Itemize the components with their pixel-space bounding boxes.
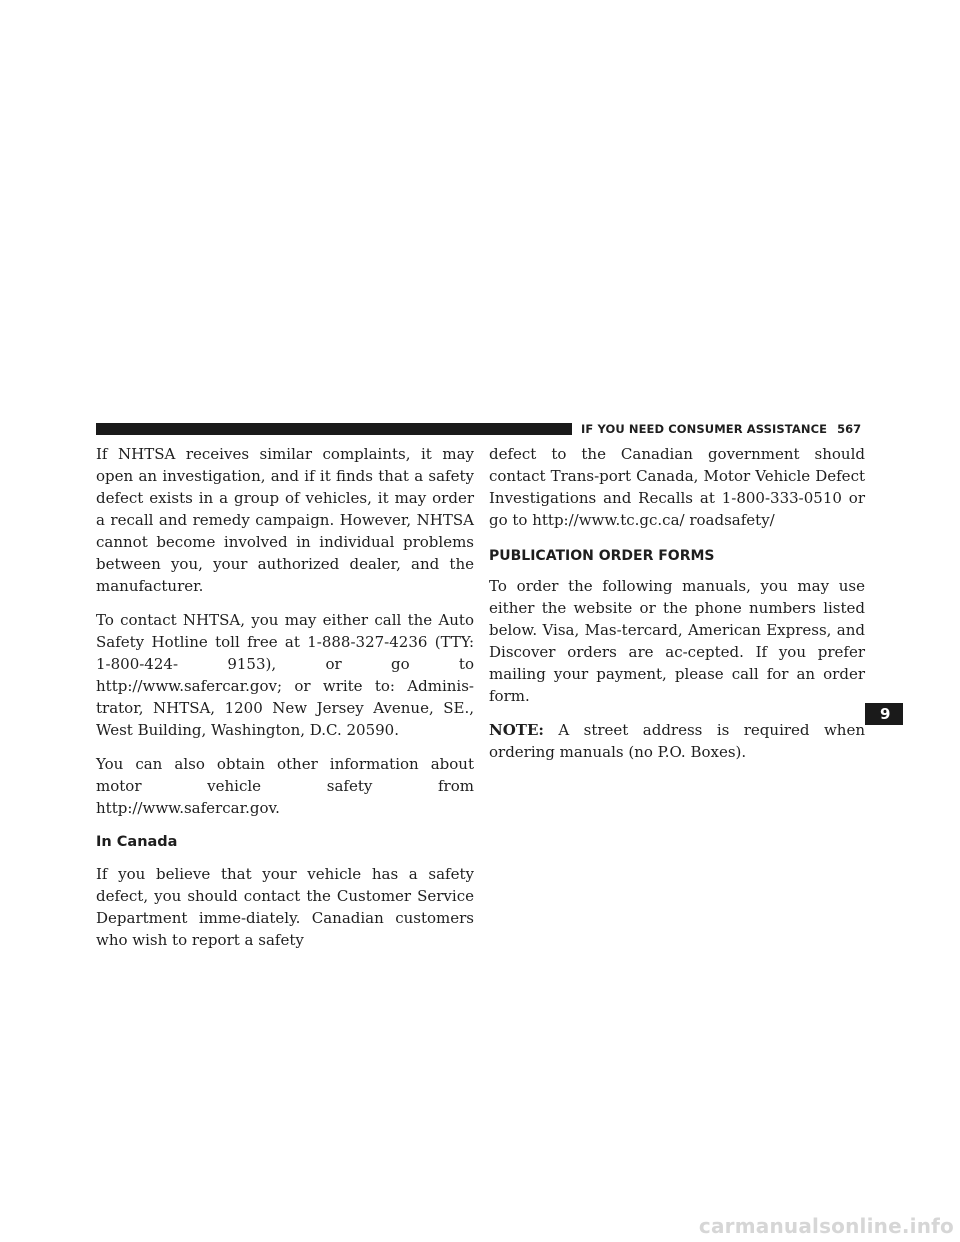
paragraph-contact-nhtsa: To contact NHTSA, you may either call the Auto Safety Hotline toll free at 1-888-327-4236 (TTY: 1-800-424- 9153), or go to http://www.safercar.gov; or write to: Adminis-trator, NHTSA, 1200 New Jersey Avenue, SE., West Building, Washington, D.C. 20590. [96,611,474,739]
right-column [489,443,865,775]
watermark: carmanualsonline.info [698,1214,954,1238]
paragraph-canada-defect: If you believe that your vehicle has a safety defect, you should contact the Customer Service Department imme-diately. Canadian customers who wish to report a safety [96,865,474,949]
chapter-tab: 9 [865,703,903,725]
page-number: 567 [837,422,862,436]
paragraph-safety-info: You can also obtain other information about motor vehicle safety from http://www.safercar.gov. [96,755,474,817]
note-paragraph [489,719,865,763]
left-column [96,443,474,963]
paragraph-nhtsa-investigation: If NHTSA receives similar complaints, it may open an investigation, and if it finds that a safety defect exists in a group of vehicles, it may order a recall and remedy campaign. However, NHTSA cannot become involved in individual problems between you, your authorized dealer, and the manufacturer. [96,445,474,595]
note-label: NOTE: [489,721,544,739]
paragraph-transport-canada: defect to the Canadian government should contact Trans-port Canada, Motor Vehicle Defect Investigations and Recalls at 1-800-333-0510 or go to http://www.tc.gc.ca/ roadsafety/ [489,445,865,529]
header-rule [96,423,572,435]
page-header [96,421,866,437]
heading-in-canada: In Canada [96,834,178,850]
heading-publication-order-forms: PUBLICATION ORDER FORMS [489,548,715,564]
paragraph-order-manuals: To order the following manuals, you may use either the website or the phone numbers listed below. Visa, Mas-tercard, American Express, and Discover orders are ac-cepted. If you prefer mailing your payment, please call for an order form. [489,577,865,705]
section-title: IF YOU NEED CONSUMER ASSISTANCE [581,422,828,436]
note-text: A street address is required when ordering manuals (no P.O. Boxes). [489,721,865,761]
